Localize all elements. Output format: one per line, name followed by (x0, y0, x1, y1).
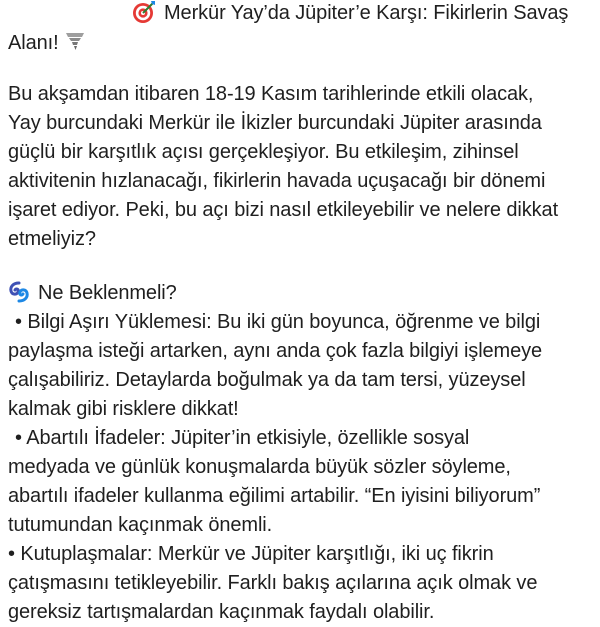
paragraph-line: etmeliyiz? (8, 228, 96, 250)
paragraph-line: çalışabiliriz. Detaylarda boğulmak ya da tam tersi, yüzeysel (8, 369, 526, 391)
post-title (8, 0, 596, 26)
bullet-item-abartili-ifadeler (8, 424, 596, 540)
post-title-text-1: Merkür Yay’da Jüpiter’e Karşı: Fikirlerin Savaş (164, 2, 569, 24)
expectations-section (8, 279, 596, 627)
section-heading (8, 279, 596, 308)
paragraph-line: • Abartılı İfadeler: Jüpiter’in etkisiyle, özellikle sosyal (15, 427, 470, 449)
paragraph-line: güçlü bir karşıtlık açısı gerçekleşiyor. Bu etkileşim, zihinsel (8, 141, 519, 163)
paragraph-line: medyada ve günlük konuşmalarda büyük sözler söyleme, (8, 456, 511, 478)
cyclone-icon (8, 281, 30, 303)
paragraph-line: Yay burcundaki Merkür ile İkizler burcundaki Jüpiter arasında (8, 112, 542, 134)
paragraph-line: gereksiz tartışmalardan kaçınmak faydalı olabilir. (8, 601, 435, 623)
intro-paragraph (8, 80, 596, 254)
post-title-continuation (8, 30, 596, 56)
paragraph-line: tutumundan kaçınmak önemli. (8, 514, 273, 536)
paragraph-line: işaret ediyor. Peki, bu açı bizi nasıl etkileyebilir ve nelere dikkat (8, 199, 559, 221)
paragraph-line: • Bilgi Aşırı Yüklemesi: Bu iki gün boyunca, öğrenme ve bilgi (15, 311, 541, 333)
paragraph-line: Bu akşamdan itibaren 18-19 Kasım tarihlerinde etkili olacak, (8, 83, 534, 105)
tornado-funnel-icon (65, 31, 85, 51)
paragraph-line: kalmak gibi risklere dikkat! (8, 398, 239, 420)
direct-hit-target-icon (132, 0, 156, 24)
paragraph-line: abartılı ifadeler kullanma eğilimi artabilir. “En iyisini biliyorum” (8, 485, 541, 507)
paragraph-line: çatışmasını tetikleyebilir. Farklı bakış açılarına açık olmak ve (8, 572, 538, 594)
paragraph-line: paylaşma isteği artarken, aynı anda çok fazla bilgiyi işlemeye (8, 340, 543, 362)
post-title-text-2: Alanı! (8, 32, 59, 54)
section-heading-text: Ne Beklenmeli? (38, 282, 177, 304)
bullet-item-kutuplasmalar (8, 540, 596, 627)
bullet-item-bilgi-asiri-yuklemesi (8, 308, 596, 424)
paragraph-line: • Kutuplaşmalar: Merkür ve Jüpiter karşıtlığı, iki uç fikrin (8, 543, 494, 565)
paragraph-line: aktivitenin hızlanacağı, fikirlerin havada uçuşacağı bir dönemi (8, 170, 546, 192)
post-body (8, 0, 596, 627)
